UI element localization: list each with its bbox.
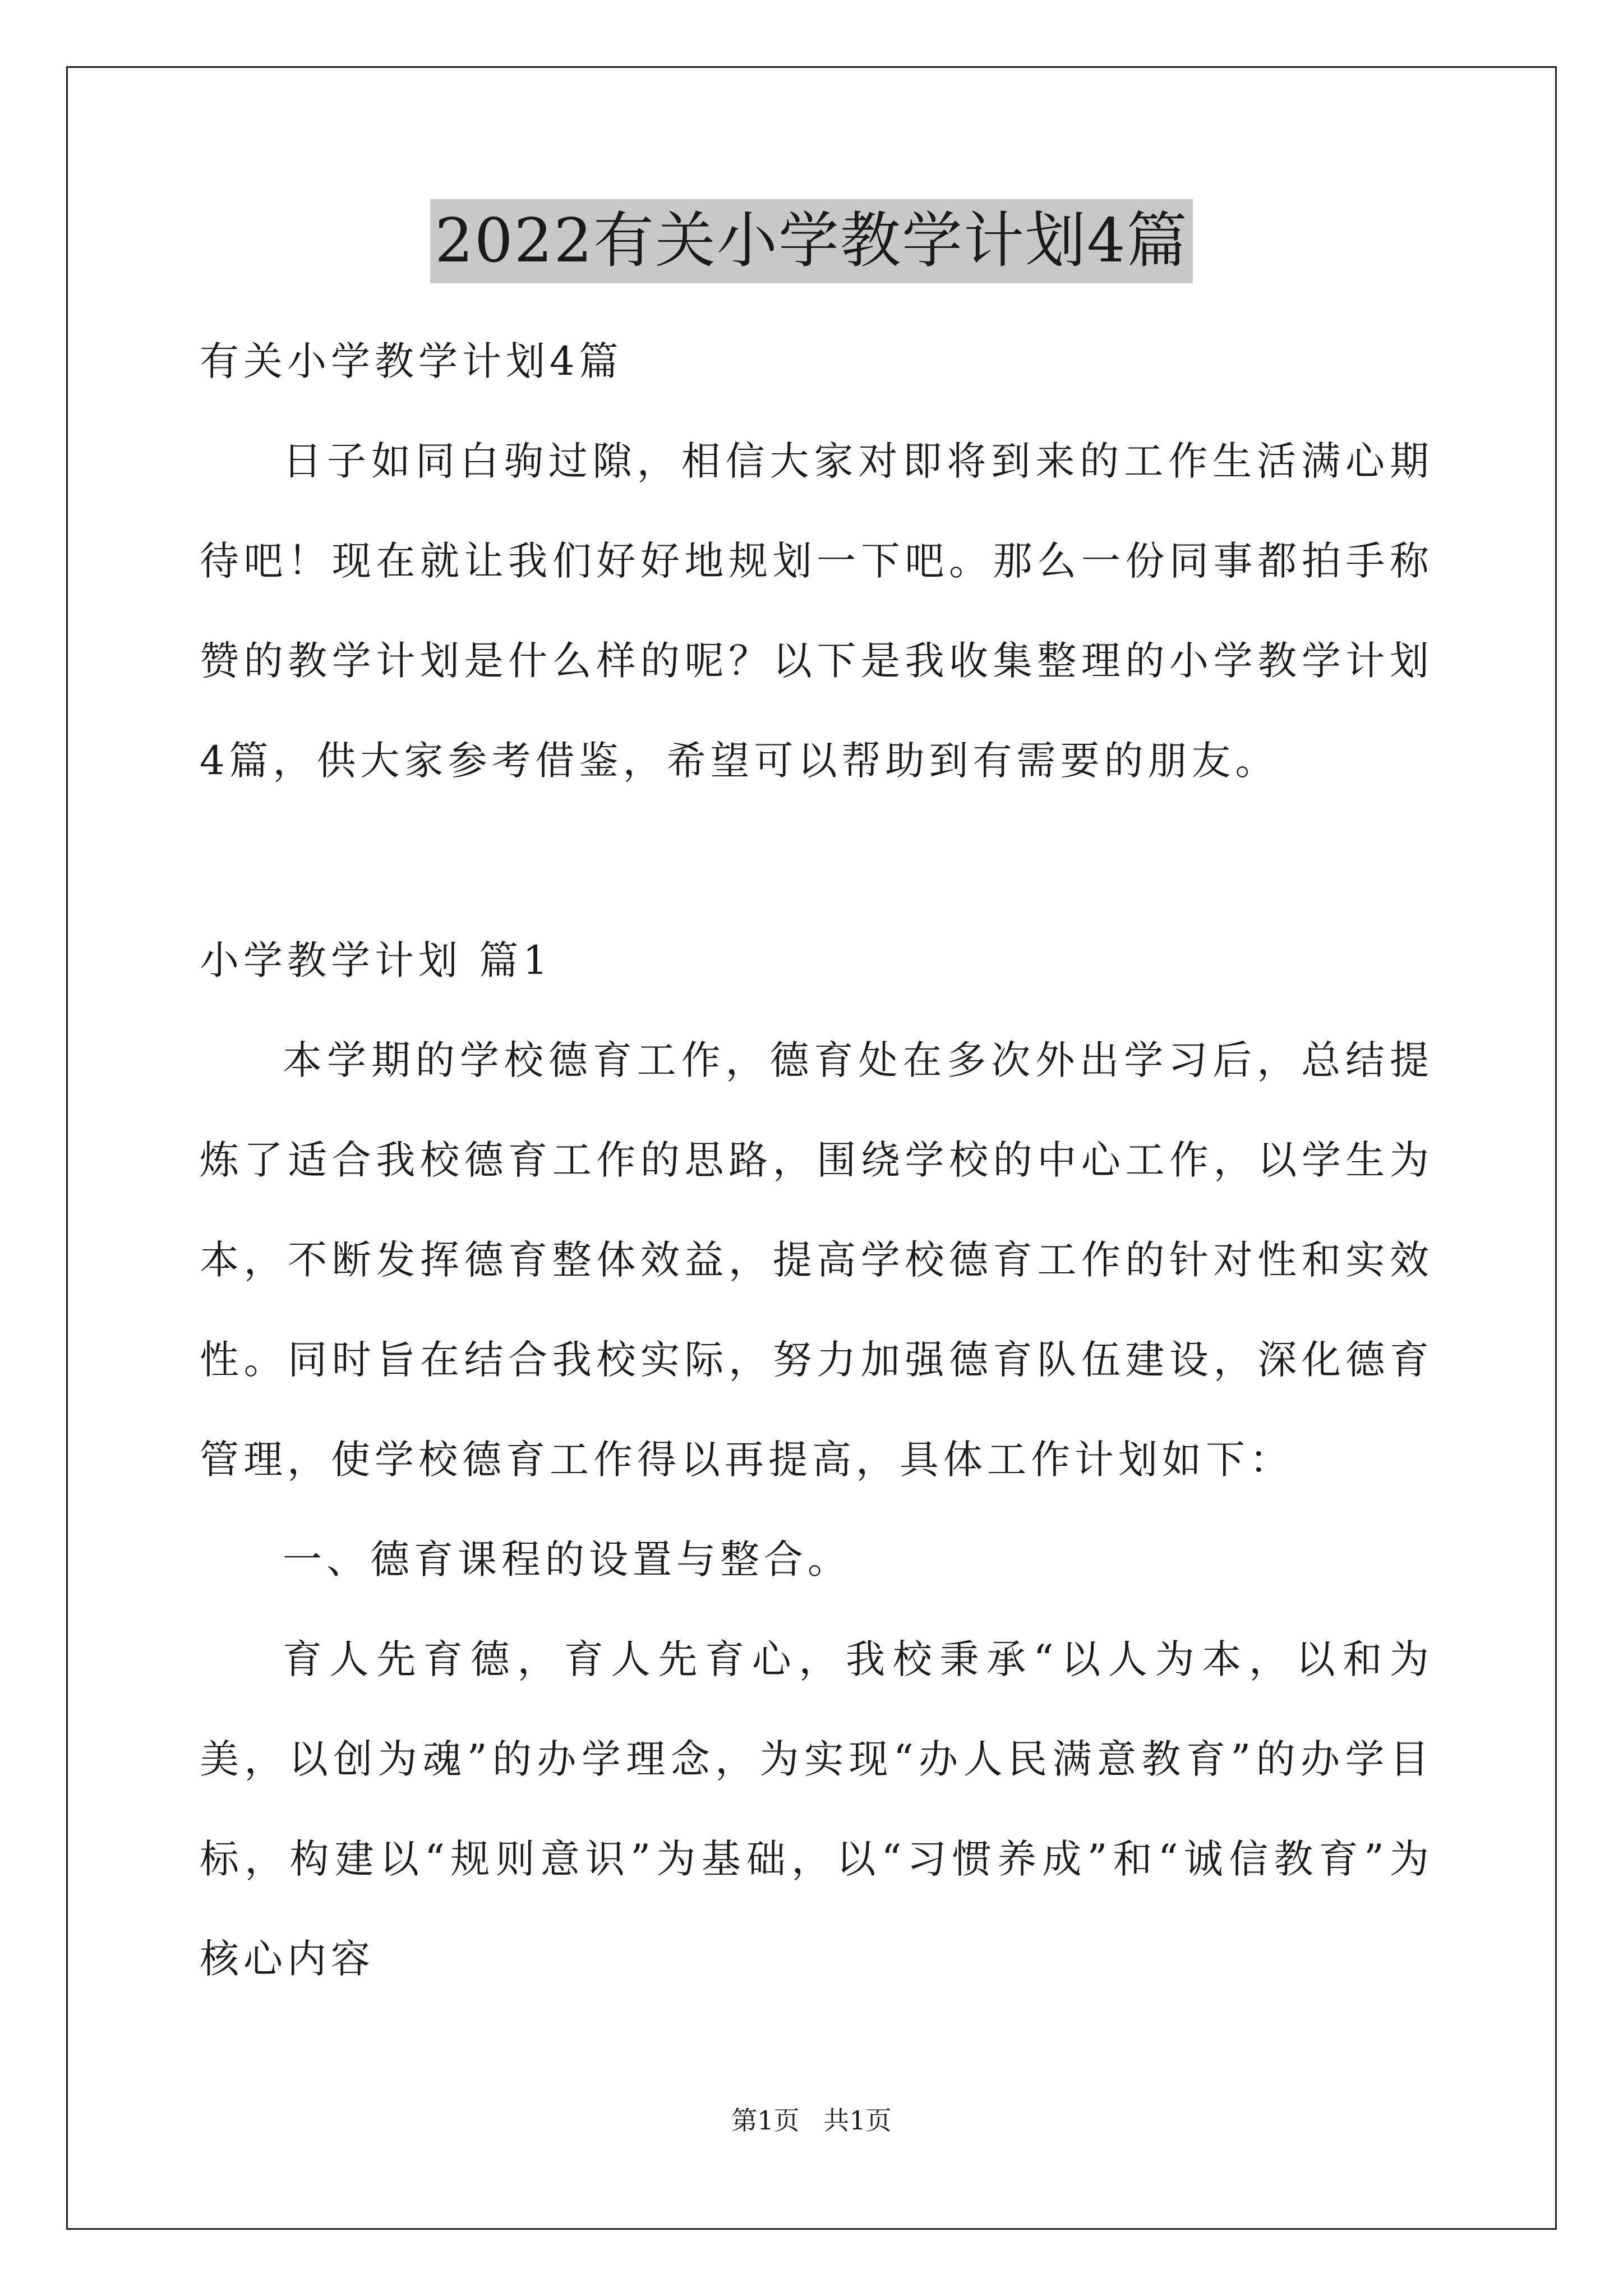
intro-paragraph: 日子如同白驹过隙，相信大家对即将到来的工作生活满心期待吧！现在就让我们好好地规划一下吧。那么一份同事都拍手称赞的教学计划是什么样的呢？以下是我收集整理的小学教学计划4篇，供大家参考借鉴，希望可以帮助到有需要的朋友。: [200, 438, 1433, 784]
body-paragraph: 育人先育德，育人先育心，我校秉承“以人为本，以和为美，以创为魂”的办学理念，为实现“办人民满意教育”的办学目标，构建以“规则意识”为基础，以“习惯养成”和“诚信教育”为核心内容: [200, 1636, 1433, 1982]
section-spacer: [200, 811, 1433, 910]
page-number: 第1页: [731, 2105, 800, 2136]
document-title: 2022有关小学教学计划4篇: [430, 199, 1193, 283]
body-paragraph-heading: 一、德育课程的设置与整合。: [283, 1536, 851, 1582]
document-subtitle: 有关小学教学计划4篇: [200, 338, 623, 384]
body-paragraph: 本学期的学校德育工作，德育处在多次外出学习后，总结提炼了适合我校德育工作的思路，围绕学校的中心工作，以学生为本，不断发挥德育整体效益，提高学校德育工作的针对性和实效性。同时旨在结合我校实际，努力加强德育队伍建设，深化德育管理，使学校德育工作得以再提高，具体工作计划如下：: [200, 1037, 1433, 1483]
document-body: [200, 311, 1433, 2009]
page-total: 共1页: [823, 2105, 892, 2136]
section-heading: 小学教学计划 篇1: [200, 937, 552, 983]
title-container: [0, 199, 1623, 283]
page-footer: [0, 2104, 1623, 2137]
